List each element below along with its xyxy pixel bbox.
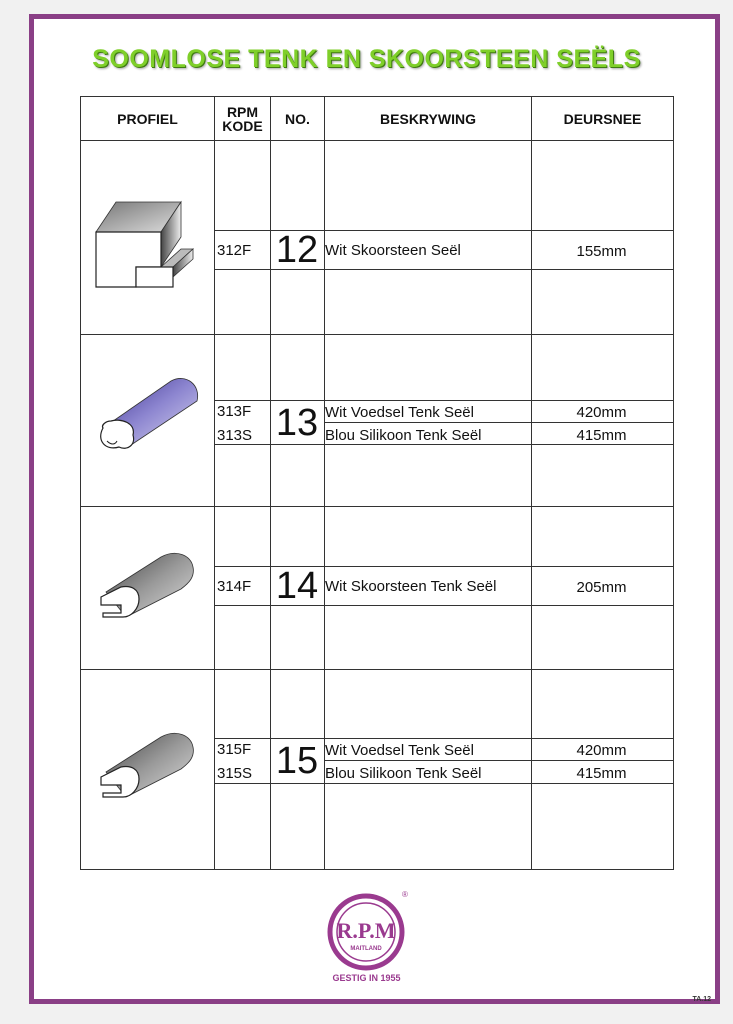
registered-mark: ® (402, 890, 408, 899)
item-number: 15 (275, 740, 319, 782)
line-separator (324, 422, 673, 423)
logo-tagline: GESTIG IN 1955 (332, 973, 401, 983)
item-description: Wit Skoorsteen Tenk Seël (325, 578, 497, 595)
rpm-code: 313S (217, 427, 253, 444)
item-description: Wit Voedsel Tenk Seël (325, 742, 474, 759)
rpm-code: 315F (217, 741, 252, 758)
line-separator (324, 760, 673, 761)
header-profiel: PROFIEL (117, 110, 178, 127)
row-separator (81, 334, 673, 335)
line-separator (214, 444, 673, 445)
logo-name: R.P.M (336, 918, 396, 943)
line-separator (214, 738, 673, 739)
logo-subtitle: MAITLAND (350, 946, 382, 952)
rpm-code: 315S (217, 765, 253, 782)
item-description: Wit Skoorsteen Seël (325, 242, 461, 259)
item-number: 14 (275, 565, 319, 607)
line-separator (214, 783, 673, 784)
rpm-code: 314F (217, 578, 252, 595)
page-title: SOOMLOSE TENK EN SKOORSTEEN SEËLS (92, 45, 641, 73)
rpm-code: 313F (217, 403, 252, 420)
square-angle-profile-icon (81, 197, 214, 297)
header-no: NO. (285, 110, 310, 127)
item-number: 13 (275, 402, 319, 444)
item-diameter: 155mm (576, 243, 627, 260)
row-separator (81, 506, 673, 507)
rpm-logo (326, 888, 410, 972)
round-blue-profile-icon (81, 373, 214, 453)
item-diameter: 420mm (576, 404, 627, 421)
grey-slot-profile-icon (81, 727, 214, 807)
header-rpm-kode: RPM KODE (222, 103, 263, 134)
grey-slot-profile-icon (81, 547, 214, 627)
item-diameter: 415mm (576, 427, 627, 444)
rpm-code: 312F (217, 242, 252, 259)
item-diameter: 205mm (576, 579, 627, 596)
item-diameter: 415mm (576, 765, 627, 782)
item-description: Blou Silikoon Tenk Seël (325, 427, 482, 444)
page-id: TA.12 (692, 996, 711, 1003)
header-beskrywing: BESKRYWING (380, 110, 476, 127)
header-separator (81, 140, 673, 141)
item-number: 12 (275, 229, 319, 271)
line-separator (214, 400, 673, 401)
catalog-table (80, 96, 674, 870)
row-separator (81, 669, 673, 670)
header-deursnee: DEURSNEE (563, 110, 642, 127)
item-description: Blou Silikoon Tenk Seël (325, 765, 482, 782)
item-diameter: 420mm (576, 742, 627, 759)
item-description: Wit Voedsel Tenk Seël (325, 404, 474, 421)
